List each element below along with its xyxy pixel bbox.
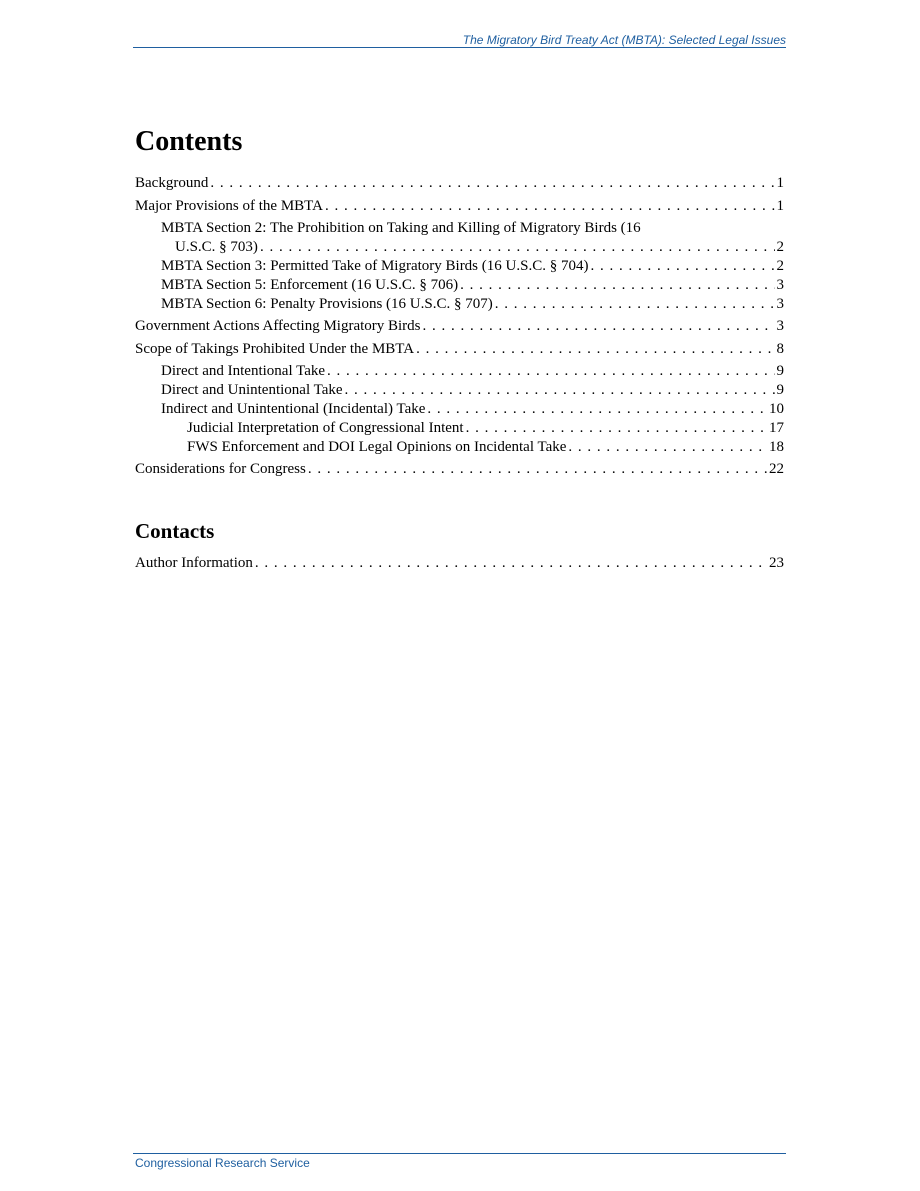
toc-leader-dots — [423, 317, 775, 336]
toc-leader-dots — [590, 257, 774, 276]
toc-entry-title: MBTA Section 6: Penalty Provisions (16 U.S.C. § 707) — [161, 296, 493, 312]
toc-page-number: 17 — [769, 420, 784, 436]
toc-entry-title-line1: MBTA Section 2: The Prohibition on Taking and Killing of Migratory Birds (16 — [161, 220, 641, 236]
contacts-heading: Contacts — [135, 519, 215, 543]
toc-leader-dots — [260, 238, 775, 257]
toc-entry-title: Considerations for Congress — [135, 461, 306, 477]
toc-entry-scope-of-takings[interactable] — [135, 340, 784, 359]
toc-page-number: 22 — [769, 461, 784, 477]
toc-page-number: 8 — [776, 341, 784, 357]
toc-leader-dots — [495, 295, 775, 314]
toc-page-number: 3 — [776, 277, 784, 293]
toc-entry-title: Author Information — [135, 555, 253, 571]
toc-entry-fws-enforcement[interactable] — [135, 438, 784, 457]
toc-entry-direct-unintentional[interactable] — [135, 381, 784, 400]
toc-leader-dots — [345, 381, 775, 400]
toc-leader-dots — [308, 460, 767, 479]
toc-entry-title-line2: U.S.C. § 703) — [175, 239, 258, 255]
toc-entry-title: Government Actions Affecting Migratory Birds — [135, 318, 421, 334]
toc-page-number: 1 — [776, 175, 784, 191]
toc-entry-government-actions[interactable] — [135, 317, 784, 336]
toc-entry-title: Judicial Interpretation of Congressional Intent — [187, 420, 464, 436]
toc-leader-dots — [427, 400, 767, 419]
toc-leader-dots — [416, 340, 774, 359]
toc-entry-title: MBTA Section 5: Enforcement (16 U.S.C. § 706) — [161, 277, 459, 293]
toc-page-number: 9 — [776, 363, 784, 379]
toc-leader-dots — [327, 362, 774, 381]
footer-organization: Congressional Research Service — [135, 1156, 310, 1170]
running-header-title: The Migratory Bird Treaty Act (MBTA): Selected Legal Issues — [462, 33, 786, 47]
toc-entry-background[interactable] — [135, 174, 784, 193]
toc-entry-judicial-interpretation[interactable] — [135, 419, 784, 438]
toc-entry-title: Scope of Takings Prohibited Under the MBTA — [135, 341, 415, 357]
toc-entry-section-6[interactable] — [135, 295, 784, 314]
toc-entry-section-2[interactable] — [135, 219, 784, 257]
toc-page-number: 9 — [776, 382, 784, 398]
toc-page-number: 2 — [776, 258, 784, 274]
toc-leader-dots — [460, 276, 774, 295]
running-footer — [133, 1153, 786, 1170]
toc-entry-major-provisions[interactable] — [135, 197, 784, 216]
toc-entry-title: Direct and Intentional Take — [161, 363, 326, 379]
toc-page-number: 10 — [769, 401, 784, 417]
toc-entry-author-information[interactable] — [135, 554, 784, 573]
toc-page-number: 2 — [776, 239, 784, 255]
toc-entry-direct-intentional[interactable] — [135, 362, 784, 381]
toc-page-number: 3 — [776, 318, 784, 334]
toc-entry-title: Background — [135, 175, 209, 191]
toc-page-number: 1 — [776, 198, 784, 214]
toc-leader-dots — [568, 438, 767, 457]
toc-entry-title: FWS Enforcement and DOI Legal Opinions on Incidental Take — [187, 439, 567, 455]
toc-entry-incidental-take[interactable] — [135, 400, 784, 419]
toc-entry-section-5[interactable] — [135, 276, 784, 295]
toc-leader-dots — [325, 197, 775, 216]
toc-entry-title: MBTA Section 3: Permitted Take of Migratory Birds (16 U.S.C. § 704) — [161, 258, 589, 274]
toc-page-number: 23 — [769, 555, 784, 571]
toc-page-number: 18 — [769, 439, 784, 455]
toc-entry-considerations[interactable] — [135, 460, 784, 479]
toc-leader-dots — [210, 174, 774, 193]
toc-entry-section-3[interactable] — [135, 257, 784, 276]
toc-page-number: 3 — [776, 296, 784, 312]
toc-leader-dots — [466, 419, 767, 438]
toc-leader-dots — [255, 554, 767, 573]
toc-entry-title: Major Provisions of the MBTA — [135, 198, 323, 214]
toc-entry-title: Indirect and Unintentional (Incidental) Take — [161, 401, 426, 417]
running-header — [133, 33, 786, 48]
contents-heading: Contents — [135, 126, 243, 157]
toc-entry-title: Direct and Unintentional Take — [161, 382, 343, 398]
